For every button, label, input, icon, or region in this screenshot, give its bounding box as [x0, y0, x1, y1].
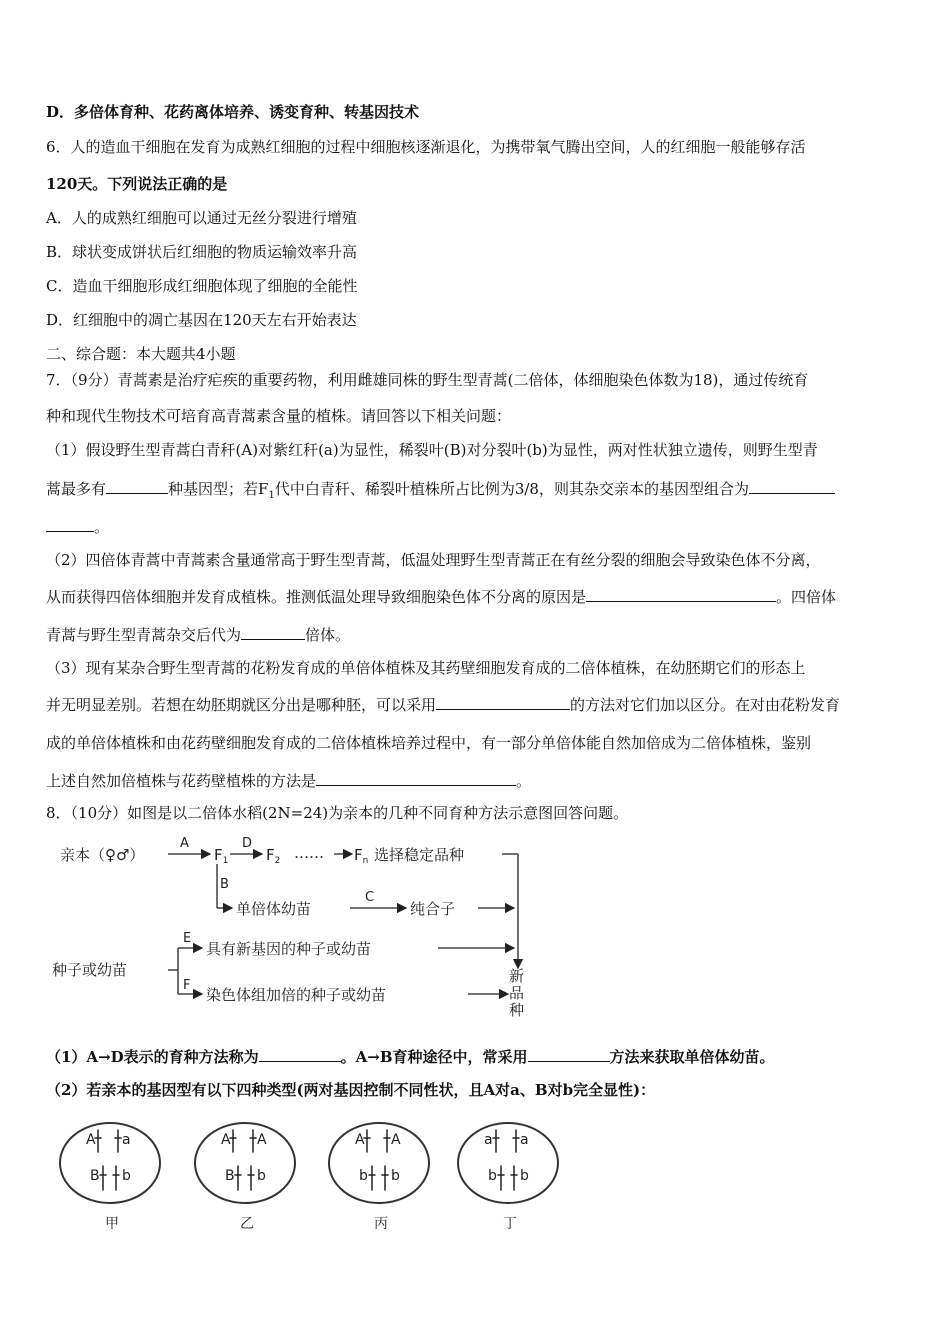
svg-text:b: b — [257, 1168, 266, 1184]
q7-part2-text-d: 倍体。 — [305, 626, 351, 644]
new-variety-2: 品 — [509, 984, 525, 1002]
new-gene-label: 具有新基因的种子或幼苗 — [206, 940, 372, 958]
svg-text:a: a — [484, 1132, 493, 1148]
cell-yi — [195, 1123, 295, 1232]
answer-blank[interactable] — [528, 1046, 610, 1062]
svg-text:b: b — [122, 1168, 131, 1184]
svg-text:a: a — [122, 1132, 131, 1148]
new-variety-3: 种 — [509, 1001, 525, 1017]
q7-stem-line2: 种和现代生物技术可培育高青蒿素含量的植株。请回答以下相关问题： — [46, 407, 512, 425]
cell-ding — [458, 1123, 558, 1232]
answer-blank[interactable] — [586, 586, 776, 602]
q7-part1-line3 — [46, 516, 109, 537]
svg-text:B: B — [90, 1168, 100, 1184]
label-a: A — [180, 836, 189, 851]
q6-option-c: C．造血干细胞形成红细胞体现了细胞的全能性 — [46, 277, 358, 295]
breeding-diagram — [40, 832, 560, 1017]
answer-blank[interactable] — [436, 694, 570, 710]
label-b: B — [220, 877, 229, 892]
new-variety-1: 新 — [509, 967, 525, 985]
q6-stem-line1: 6．人的造血干细胞在发育为成熟红细胞的过程中细胞核逐渐退化，为携带氧气腾出空间，人的红细胞一般能够存活 — [46, 138, 806, 156]
q7-part1-sub: 1 — [268, 490, 275, 501]
q7-part3-text-b: 的方法对它们加以区分。在对由花粉发育 — [570, 696, 841, 714]
q8-part1-text-a: （1）A→D表示的育种方法称为 — [46, 1048, 259, 1066]
svg-text:B: B — [225, 1168, 235, 1184]
svg-text:A: A — [86, 1132, 96, 1148]
q7-part1-end: 。 — [94, 518, 110, 536]
svg-text:乙: 乙 — [240, 1216, 254, 1232]
svg-text:b: b — [359, 1168, 368, 1184]
answer-blank[interactable] — [46, 516, 94, 532]
pure-label: 纯合子 — [410, 900, 456, 918]
q6-stem-line2: 120天。下列说法正确的是 — [46, 175, 228, 193]
q6-option-b: B．球状变成饼状后红细胞的物质运输效率升高 — [46, 243, 358, 261]
q7-part3-line3: 成的单倍体植株和由花药壁细胞发育成的二倍体植株培养过程中，有一部分单倍体能自然加倍成为二倍体植株，鉴别 — [46, 734, 812, 752]
answer-blank[interactable] — [241, 624, 305, 640]
q7-part2-text-c: 青蒿与野生型青蒿杂交后代为 — [46, 626, 242, 644]
label-f: F — [183, 978, 191, 993]
q7-part1-text-a: 蒿最多有 — [46, 480, 107, 498]
answer-blank[interactable] — [106, 478, 168, 494]
section-heading: 二、综合题：本大题共4小题 — [46, 345, 236, 363]
q7-part2-text-b: 。四倍体 — [776, 588, 837, 606]
q7-part3-line4 — [46, 770, 531, 791]
dots: …… — [294, 844, 324, 862]
q6-option-d: D．红细胞中的凋亡基因在120天左右开始表达 — [46, 311, 357, 329]
select-stable-label: 选择稳定品种 — [374, 846, 465, 864]
q7-part2-text-a: 从而获得四倍体细胞并发育成植株。推测低温处理导致细胞染色体不分离的原因是 — [46, 588, 587, 606]
svg-text:A: A — [221, 1132, 231, 1148]
f2-label: $F_2$ — [266, 846, 281, 866]
q7-part1-text-b: 种基因型；若F — [168, 480, 269, 498]
svg-text:A: A — [355, 1132, 365, 1148]
q7-part2-line1: （2）四倍体青蒿中青蒿素含量通常高于野生型青蒿，低温处理野生型青蒿正在有丝分裂的细胞会导致染色体不分离， — [46, 551, 821, 569]
q7-part3-line2 — [46, 694, 840, 715]
q6-option-a: A．人的成熟红细胞可以通过无丝分裂进行增殖 — [46, 209, 357, 227]
q5-option-d: D．多倍体育种、花药离体培养、诱变育种、转基因技术 — [46, 103, 420, 121]
svg-text:A: A — [257, 1132, 267, 1148]
q7-part3-line1: （3）现有某杂合野生型青蒿的花粉发育成的单倍体植株及其药壁细胞发育成的二倍体植株，在幼胚期它们的形态上 — [46, 659, 806, 677]
q7-part1-line1: （1）假设野生型青蒿白青秆(A)对紫红秆(a)为显性，稀裂叶(B)对分裂叶(b)为显性，两对性状独立遗传，则野生型青 — [46, 441, 818, 459]
svg-text:b: b — [391, 1168, 400, 1184]
cell-bing — [329, 1123, 429, 1232]
label-d: D — [242, 836, 253, 851]
q7-part2-line2 — [46, 586, 836, 607]
q7-part3-text-c: 上述自然加倍植株与花药壁植株的方法是 — [46, 772, 317, 790]
cell-jia — [60, 1123, 160, 1232]
label-c: C — [365, 890, 375, 905]
q8-part1-text-c: 方法来获取单倍体幼苗。 — [609, 1048, 775, 1066]
q7-stem-line1: 7．（9分）青蒿素是治疗疟疾的重要药物，利用雌雄同株的野生型青蒿(二倍体，体细胞染色体数为18)，通过传统育 — [46, 371, 809, 389]
doubled-label: 染色体组加倍的种子或幼苗 — [206, 986, 387, 1004]
svg-text:A: A — [391, 1132, 401, 1148]
svg-text:丙: 丙 — [374, 1216, 388, 1232]
answer-blank[interactable] — [749, 478, 835, 494]
fn-label: $F_n$ — [354, 846, 369, 866]
q8-stem: 8．（10分）如图是以二倍体水稻(2N=24)为亲本的几种不同育种方法示意图回答问题。 — [46, 804, 629, 822]
q7-part3-text-d: 。 — [516, 772, 532, 790]
q7-part1-text-c: 代中白青秆、稀裂叶植株所占比例为3/8，则其杂交亲本的基因型组合为 — [274, 480, 749, 498]
q8-part1-text-b: 。A→B育种途径中，常采用 — [340, 1048, 528, 1066]
svg-text:甲: 甲 — [105, 1216, 119, 1232]
q7-part1-line2 — [46, 478, 835, 506]
genotype-cells — [50, 1118, 590, 1233]
label-e: E — [183, 931, 192, 946]
parent-label: 亲本（♀♂） — [60, 846, 145, 864]
answer-blank[interactable] — [259, 1046, 341, 1062]
haploid-label: 单倍体幼苗 — [236, 900, 312, 918]
q8-part1 — [46, 1046, 775, 1067]
q8-part2: （2）若亲本的基因型有以下四种类型(两对基因控制不同性状，且A对a、B对b完全显性)： — [46, 1081, 656, 1099]
q7-part3-text-a: 并无明显差别。若想在幼胚期就区分出是哪种胚，可以采用 — [46, 696, 437, 714]
svg-text:b: b — [520, 1168, 529, 1184]
svg-text:a: a — [520, 1132, 529, 1148]
f1-label: $F_1$ — [214, 846, 229, 866]
seed-label: 种子或幼苗 — [52, 961, 128, 979]
svg-text:丁: 丁 — [503, 1216, 517, 1232]
answer-blank[interactable] — [316, 770, 516, 786]
svg-text:b: b — [488, 1168, 497, 1184]
q7-part2-line3 — [46, 624, 350, 645]
